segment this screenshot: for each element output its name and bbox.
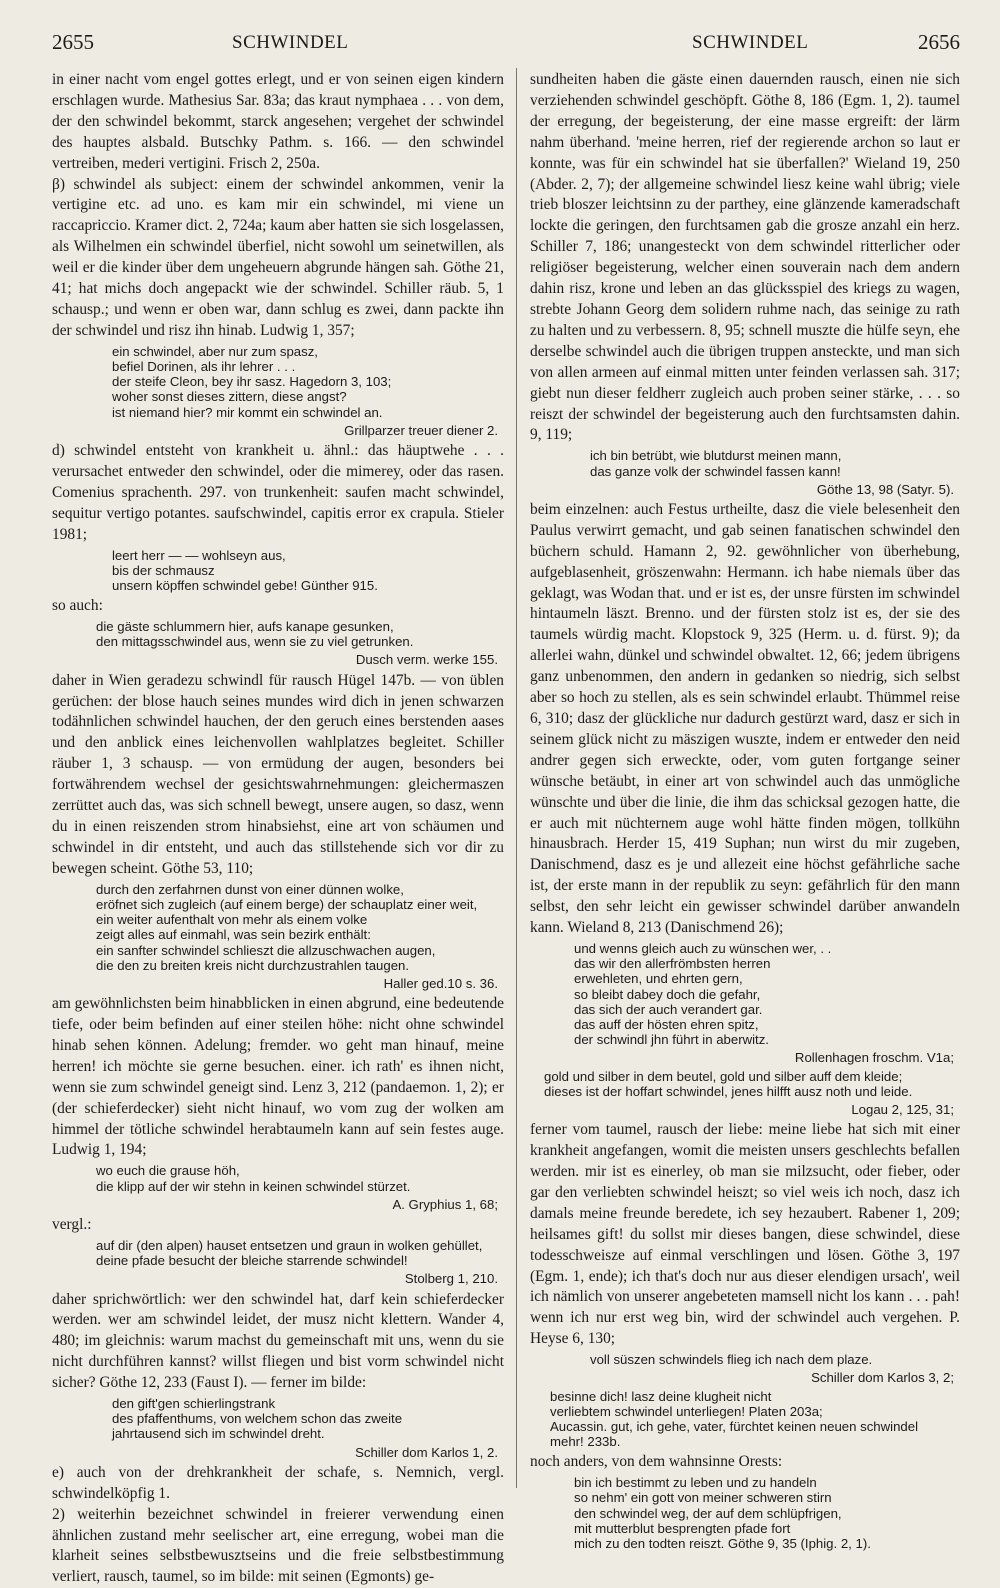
citation: Grillparzer treuer diener 2. — [344, 422, 498, 438]
paragraph: d) schwindel entsteht von krankheit u. ähnl.: das häuptwehe . . . verursachet entweder den schwindel, oder die mimerey, oder das rasen. Comenius sprachenth. 297. von trunkenheit: saufen macht schwindel, sequitur vertigo potantes. saufschwindel, capitis error ex crapula. Stieler 1981; — [52, 442, 504, 543]
running-title-right: SCHWINDEL — [692, 32, 809, 53]
paragraph: 2) weiterhin bezeichnet schwindel in freierer verwendung einen ähnlichen zustand mehr seelischer art, eine erregung, wobei man die klarheit seines selbstbewusztseins und die freie selbstbestimmung verliert, rausch, taumel, so im bilde: mit seinen (Egmonts) ge- — [52, 1505, 504, 1586]
paragraph: noch anders, von dem wahnsinne Orests: — [530, 1453, 783, 1471]
page-header — [52, 30, 960, 64]
verse-quote: ich bin betrübt, wie blutdurst meinen mann, das ganze volk der schwindel fassen kann! — [590, 448, 842, 479]
page-number-left: 2655 — [52, 30, 94, 54]
paragraph: daher in Wien geradezu schwindl für rausch Hügel 147b. — von üblen gerüchen: der blose hauch seines mundes wird dich in jenen schwarzen todähnlichen schwindel hauchen, der den geruch eines berstenden aases und den anblick eines leichenvollen wahlplatzes begleitet. Schiller räuber 1, 3 schausp. — von ermüdung der augen, besonders bei fortwährendem wechsel der gesichtswahrnehmungen: gleichermaszen zerrüttet auch das, was sich schnell bewegt, unsere augen, so dasz, wenn du in einen reiszenden strom hinabsiehst, eine art von schäumen und schwindel in dir entsteht, und auch das stillstehende sich vor dir zu bewegen scheint. Göthe 53, 110; — [52, 671, 504, 877]
citation: Rollenhagen froschm. V1a; — [794, 1050, 954, 1066]
verse-quote: leert herr — — wohlseyn aus, bis der schmausz unsern köpffen schwindel gebe! Günther 915. — [112, 547, 378, 593]
paragraph: vergl.: — [52, 1216, 92, 1233]
paragraph: am gewöhnlichsten beim hinabblicken in einen abgrund, eine bedeutende tiefe, oder beim befinden auf einer steilen höhe: nicht ohne schwindel hinab sehen können. Adelung; fremder. wo geht man hinauf, meine herren! ich möchte sie gerne besuchen. einer. ich rath' es ihnen nicht, wenn sie zum schwindel geneigt sind. Lenz 3, 212 (pandaemon. 1, 2); er (der schieferdecker) sieht nicht hinauf, wo vom zug der wolken am himmel der tötliche schwindel herabtaumeln kann auf sein festes auge. Ludwig 1, 194; — [52, 995, 504, 1159]
paragraph: ferner vom taumel, rausch der liebe: meine liebe hat sich mit einer krankheit angefangen, womit die meisten unsers geschlechts befallen werden. mir ist es einerley, ob man sie milzsucht, oder fieber, oder gar den verliebten schwindel heiszt; so viel weis ich noch, dasz ich damals meine freunde beredete, ich sey hezaubert. Rabener 1, 209; heilsames gift! du sollst mir dieses bangen, diese schwindel, diese todesschweisze auf einmal verschlingen und lösen. Göthe 3, 197 (Egm. 1, ende); ich that's doch nur aus dieser elendigen ursach', weil ich nämlich von unserer angebeteten mamsell nicht los kann . . . pah! wenn ich nur erst weg bin, wird der schwindel auch vergehen. P. Heyse 6, 130; — [530, 1121, 960, 1348]
verse-quote: die gäste schlummern hier, aufs kanape gesunken, den mittagsschwindel aus, wenn sie zu viel getrunken. — [96, 619, 414, 650]
paragraph: beim einzelnen: auch Festus urtheilte, dasz die viele belesenheit den Paulus verwirrt gemacht, und gab seinen fanatischen schwindel den büchern schuld. Hamann 2, 92. gewöhnlicher von überhebung, aufgeblasenheit, gröszenwahn: Hermann. ich habe niemals über das geklagt, was Wodan that. und er ist es, der unsre fürsten im schwindel hintaumeln läszt. Brenno. und der fürsten stolz ist es, der sie des taumels würdig macht. Klopstock 9, 325 (Herm. u. d. fürst. 9); da allerlei wahn, dünkel und schwindel obwaltet. 12, 66; jedem übrigens ganz unbenommen, den andern in gedanken so niedrig, sich selbst aber so hoch zu stellen, als es sein schwindel erlaubt. Thümmel reise 6, 310; dasz der glückliche nur dadurch gestürzt ward, dasz er sich in seinem glück nicht zu mäszigen wuszte, indem er entweder den neid andrer gegen sich erweckte, oder, vom guten fortgange seiner wünsche betäubt, in einer art von schwindel auch das unmögliche wünschte und über die linie, die ihm das schicksal gezogen hatte, die er auch mit nüchternem auge wohl hätte finden mögen, tollkühn hinausbrach. Herder 15, 419 Suphan; nun wirst du mir zugeben, Danischmend, dasz es je und allezeit eine höchst gefährliche sache ist, der erste mann in der republik zu seyn: gefährlich für den mann selbst, den sehr leicht ein gewisser schwindel darüber anwandeln kann. Wieland 8, 213 (Danischmend 26); — [530, 500, 960, 937]
paragraph: sundheiten haben die gäste einen dauernden rausch, einen nie sich verziehenden schwindel geschöpft. Göthe 8, 186 (Egm. 1, 2). taumel der erregung, der begeisterung, der eine masse ergreift: der lärm nahm überhand. 'meine herren, rief der regierende archon so laut er konnte, was für ein schwindel hat sie überfallen?' Wieland 19, 250 (Abder. 2, 7); der allgemeine schwindel liesz keine wahl übrig; viele trieb bloszer leichtsinn zu der parthey, eine glänzende kameradschaft lockte die geringen, den furchtsamen gab die grosze anzahl ein herz. Schiller 7, 186; unangesteckt von dem schwindel ritterlicher oder religiöser begeisterung, welcher einen souverain nach dem andern dahin risz, krone und leben an das glücksspiel des kriegs zu wagen, strebte Johann Georg dem solidern ruhme nach, das seinige zu rath zu halten und zu verbessern. 8, 95; schnell muszte die hülfe seyn, ehe derselbe schwindel auch die übrigen truppen ansteckte, und man sich von allen armeen auf einmal mitten unter feinden verlassen sah. 317; giebt nun dieser feldherr zugleich auch proben seiner stärke, . . . so reiszt der schwindel der begeisterung auch den furchtsamsten dahin. 9, 119; — [530, 71, 960, 444]
citation: Haller ged.10 s. 36. — [383, 975, 498, 991]
verse-quote: bin ich bestimmt zu leben und zu handeln so nehm' ein gott von meiner schweren stirn den schwindel weg, der auf dem schlüpfrigen, mit mutterblut besprengten pfade fort mich zu den todten reiszt. Göthe 9, 35 (Iphig. 2, 1). — [574, 1475, 871, 1552]
running-title-left: SCHWINDEL — [232, 32, 349, 53]
verse-quote: und wenns gleich auch zu wünschen wer, . . das wir den allerfrömbsten herren erwehleten, und ehrten gern, so bleibt dabey doch die gefahr, das sich der auch verandert gar. das auff der hösten ehren spitz, der schwindl jhn führt in aberwitz. — [574, 940, 832, 1048]
page-number-right: 2656 — [918, 30, 960, 54]
right-column — [530, 70, 960, 1552]
verse-quote: wo euch die grause höh, die klipp auf der wir stehn in keinen schwindel stürzet. — [96, 1163, 411, 1194]
citation: Göthe 13, 98 (Satyr. 5). — [816, 481, 954, 497]
verse-quote: ein schwindel, aber nur zum spasz, befiel Dorinen, als ihr lehrer . . . der steife Cleon, bey ihr sasz. Hagedorn 3, 103; woher sonst dieses zittern, diese angst? ist niemand hier? mir kommt ein schwindel an. — [112, 343, 392, 420]
paragraph: so auch: — [52, 597, 103, 615]
citation: Logau 2, 125, 31; — [851, 1101, 954, 1117]
verse-quote: durch den zerfahrnen dunst von einer dünnen wolke, eröfnet sich zugleich (auf einem berge) der schauplatz einer weit, ein weiter aufenthalt von mehr als einem volke zeigt alles auf einmahl, was sein bezirk enthält: ein sanfter schwindel schlieszt die allzuschwachen augen, die den zu breiten kreis nicht durchzustrahlen taugen. — [96, 881, 478, 973]
verse-quote: voll süszen schwindels flieg ich nach dem plaze. — [590, 1352, 873, 1368]
citation: A. Gryphius 1, 68; — [392, 1196, 498, 1212]
column-divider — [516, 68, 517, 1488]
verse-quote: besinne dich! lasz deine klugheit nicht verliebtem schwindel unterliegen! Platen 203a; Aucassin. gut, ich gehe, vater, fürchtet keinen neuen schwindel mehr! 233b. — [550, 1388, 919, 1450]
paragraph: in einer nacht vom engel gottes erlegt, und er von seinen eigen kindern erschlagen wurde. Mathesius Sar. 83a; das kraut nymphaea . . . von dem, der den schwindel bekommt, starck angesehen; vergehet der schwindel des hauptes alsbald. Butschky Pathm. s. 166. — den schwindel vertreiben, mederi vertigini. Frisch 2, 250a. — [52, 71, 504, 172]
paragraph: e) auch von der drehkrankheit der schafe, s. Nemnich, vergl. schwindelköpfig 1. — [52, 1463, 504, 1502]
verse-quote: den gift'gen schierlingstrank des pfaffenthums, von welchem schon das zweite jahrtausend sich im schwindel dreht. — [112, 1396, 403, 1442]
citation: Stolberg 1, 210. — [404, 1271, 498, 1287]
verse-quote: auf dir (den alpen) hauset entsetzen und graun in wolken gehüllet, deine pfade besucht der bleiche starrende schwindel! — [96, 1237, 483, 1269]
citation: Schiller dom Karlos 1, 2. — [355, 1444, 498, 1460]
citation: Dusch verm. werke 155. — [355, 652, 498, 668]
citation: Schiller dom Karlos 3, 2; — [811, 1370, 954, 1386]
left-column — [52, 70, 504, 1586]
verse-quote: gold und silber in dem beutel, gold und silber auff dem kleide; dieses ist der hoffart schwindel, jenes hilfft ausz noth und leide. — [544, 1068, 913, 1099]
paragraph: daher sprichwörtlich: wer den schwindel hat, darf kein schieferdecker werden. wer am schwindel leidet, der musz nicht klettern. Wander 4, 480; im gleichnis: warum machst du gemeinschaft mit uns, wenn du sie nicht durchführen kannst? willst fliegen und bist vorm schwindel nicht sicher? Göthe 12, 233 (Faust I). — ferner im bilde: — [52, 1290, 504, 1392]
paragraph: β) schwindel als subject: einem der schwindel ankommen, venir la vertigine etc. ad uno. es kam mir ein schwindel, mi viene un raccapriccio. Kramer dict. 2, 724a; kaum aber hatten sie sich losgelassen, als Wilhelmen ein schwindel überfiel, nicht sowohl um seinetwillen, als weil er die kinder über dem ungeheuern abgrunde hängen sah. Göthe 21, 41; hat michs doch angepackt wie der schwindel. Schiller räub. 5, 1 schausp.; und wenn er oben war, dann schlug es zwei, dann packte ihn der schwindel und risz ihn hinab. Ludwig 1, 357; — [52, 175, 504, 339]
